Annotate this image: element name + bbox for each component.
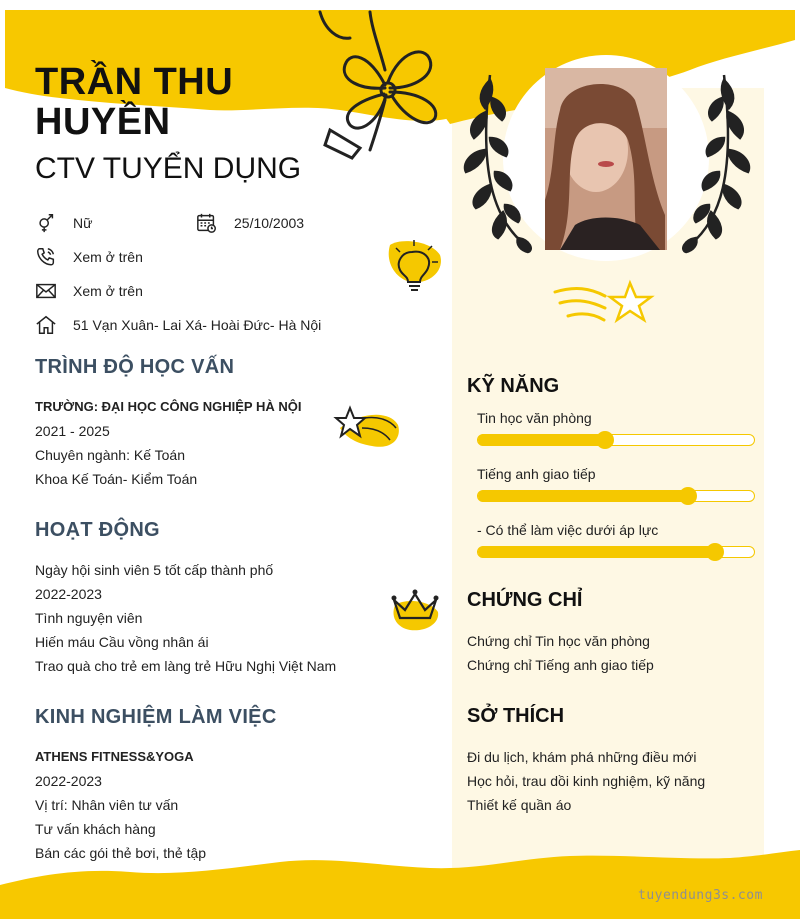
phone-row bbox=[35, 246, 143, 268]
birthday-row bbox=[196, 212, 304, 234]
education-block bbox=[35, 395, 301, 491]
skill-label: Tin học văn phòng bbox=[477, 410, 592, 426]
skill-bar-knob bbox=[679, 487, 697, 505]
address-row bbox=[35, 314, 321, 336]
list-item: Thiết kế quần áo bbox=[467, 797, 572, 813]
email-value: Xem ở trên bbox=[73, 283, 143, 299]
phone-value: Xem ở trên bbox=[73, 249, 143, 265]
star-doodle bbox=[336, 408, 399, 447]
list-item: Tư vấn khách hàng bbox=[35, 821, 156, 837]
skill-bar-fill bbox=[478, 434, 605, 446]
list-item: Trao quà cho trẻ em làng trẻ Hữu Nghị Việt Nam bbox=[35, 658, 337, 674]
email-row bbox=[35, 280, 143, 302]
skill-label: - Có thể làm việc dưới áp lực bbox=[477, 522, 659, 538]
skill-bar bbox=[477, 490, 755, 502]
job-title: CTV TUYỂN DỤNG bbox=[35, 152, 302, 185]
mail-icon bbox=[35, 280, 57, 302]
gender-value: Nữ bbox=[73, 215, 93, 231]
certificates-list bbox=[467, 629, 654, 677]
skill-bar-fill bbox=[478, 546, 715, 558]
certificates-title: CHỨNG CHỈ bbox=[467, 589, 583, 611]
list-item: Ngày hội sinh viên 5 tốt cấp thành phố bbox=[35, 562, 274, 578]
address-value: 51 Vạn Xuân- Lai Xá- Hoài Đức- Hà Nội bbox=[73, 317, 322, 333]
list-item: Đi du lịch, khám phá những điều mới bbox=[467, 749, 697, 765]
skill-bar-knob bbox=[596, 431, 614, 449]
activities-title: HOẠT ĐỘNG bbox=[35, 519, 160, 541]
gender-icon bbox=[35, 212, 57, 234]
list-item: Học hỏi, trau dồi kinh nghiệm, kỹ năng bbox=[467, 773, 706, 789]
list-item: Hiến máu Cầu vồng nhân ái bbox=[35, 634, 209, 650]
list-item: Chứng chỉ Tin học văn phòng bbox=[467, 633, 650, 649]
crown-doodle bbox=[392, 590, 439, 631]
skill-bar bbox=[477, 546, 755, 558]
list-item: 2022-2023 bbox=[35, 586, 102, 602]
profile-photo bbox=[545, 68, 667, 250]
company-name: ATHENS FITNESS&YOGA bbox=[35, 749, 194, 764]
skill-bar-fill bbox=[478, 490, 688, 502]
gender-row bbox=[35, 212, 92, 234]
list-item: Bán các gói thẻ bơi, thẻ tập bbox=[35, 845, 207, 861]
skills-title: KỸ NĂNG bbox=[467, 375, 560, 397]
list-item: Tình nguyện viên bbox=[35, 610, 143, 626]
hobbies-title: SỞ THÍCH bbox=[467, 705, 565, 727]
skill-label: Tiếng anh giao tiếp bbox=[477, 466, 596, 482]
calendar-icon bbox=[196, 212, 218, 234]
list-item: Chứng chỉ Tiếng anh giao tiếp bbox=[467, 657, 654, 673]
experience-block bbox=[35, 745, 206, 865]
hobbies-list bbox=[467, 745, 705, 817]
watermark: tuyendung3s.com bbox=[638, 888, 763, 903]
education-years: 2021 - 2025 bbox=[35, 423, 110, 439]
experience-title: KINH NGHIỆM LÀM VIỆC bbox=[35, 706, 277, 728]
name-line-1: TRẦN THU bbox=[35, 61, 234, 103]
phone-icon bbox=[35, 246, 57, 268]
birthday-value: 25/10/2003 bbox=[234, 215, 305, 231]
skill-bar bbox=[477, 434, 755, 446]
candidate-name bbox=[35, 62, 335, 142]
home-icon bbox=[35, 314, 57, 336]
list-item: 2022-2023 bbox=[35, 773, 102, 789]
education-faculty: Khoa Kế Toán- Kiểm Toán bbox=[35, 471, 198, 487]
lightbulb-doodle bbox=[389, 240, 441, 290]
education-major: Chuyên ngành: Kế Toán bbox=[35, 447, 185, 463]
activities-list bbox=[35, 558, 336, 678]
list-item: Vị trí: Nhân viên tư vấn bbox=[35, 797, 179, 813]
school-name: TRƯỜNG: ĐẠI HỌC CÔNG NGHIỆP HÀ NỘI bbox=[35, 399, 302, 414]
name-line-2: HUYỀN bbox=[35, 101, 171, 143]
education-title: TRÌNH ĐỘ HỌC VẤN bbox=[35, 356, 235, 378]
